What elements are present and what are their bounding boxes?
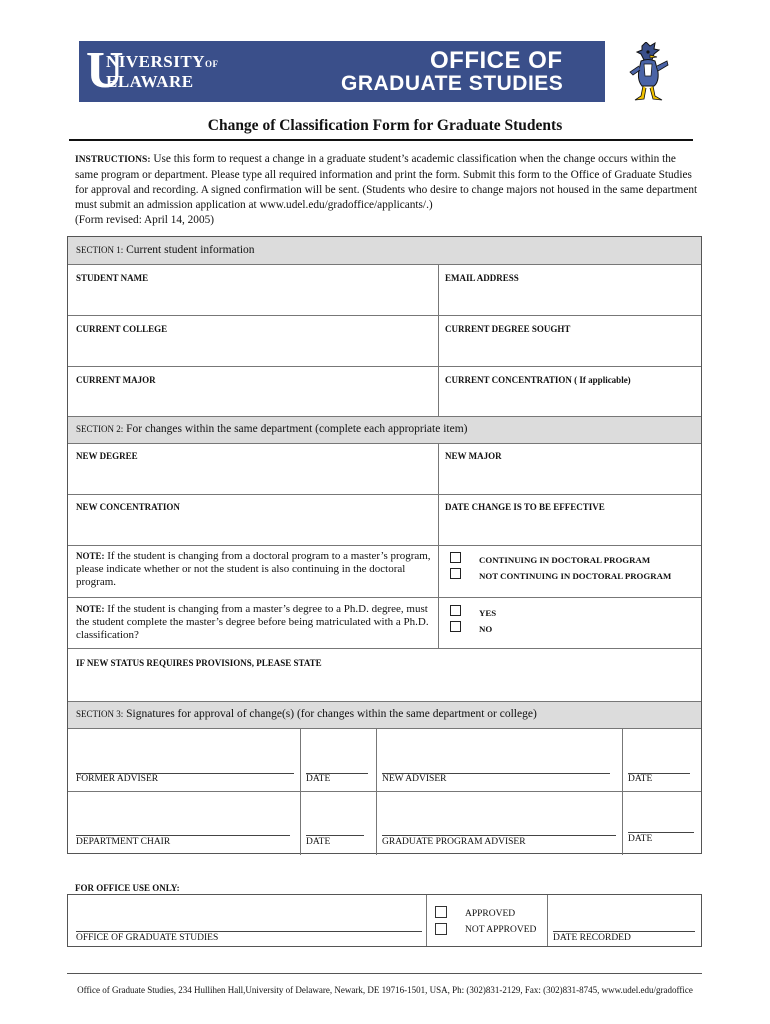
form-revised-date: (Form revised: April 14, 2005) (75, 214, 214, 226)
effective-date-label: DATE CHANGE IS TO BE EFFECTIVE (445, 502, 605, 512)
department-chair-date-label: DATE (306, 837, 331, 847)
continuing-doctoral-checkbox[interactable] (450, 552, 461, 563)
department-chair-label: DEPARTMENT CHAIR (76, 837, 171, 847)
student-name-label: STUDENT NAME (76, 273, 149, 283)
grad-program-adviser-signature-line[interactable] (382, 835, 616, 836)
section1-title: Current student information (123, 244, 255, 256)
department-chair-date-line[interactable] (306, 835, 364, 836)
row-divider (68, 648, 701, 649)
logo-of-text: OF (204, 59, 219, 69)
logo-delaware-text: ELAWARE (106, 72, 194, 91)
footer-divider (67, 973, 702, 974)
current-college-field[interactable] (70, 334, 435, 364)
column-divider (622, 729, 623, 855)
new-concentration-label: NEW CONCENTRATION (76, 502, 180, 512)
section3-header (68, 701, 701, 729)
date-recorded-label: DATE RECORDED (553, 933, 631, 943)
current-college-label: CURRENT COLLEGE (76, 324, 168, 334)
not-approved-checkbox[interactable] (435, 923, 447, 935)
department-chair-signature-line[interactable] (76, 835, 290, 836)
office-use-title: FOR OFFICE USE ONLY: (75, 883, 180, 893)
row-divider (68, 791, 701, 792)
new-major-field[interactable] (441, 461, 697, 491)
section3-prefix: SECTION 3: (76, 709, 124, 719)
current-concentration-field[interactable] (441, 385, 697, 415)
row-divider (68, 545, 701, 546)
note1-label: NOTE: (76, 551, 105, 561)
footer-contact-info: Office of Graduate Studies, 234 Hullihen Hall,University of Delaware, Newark, DE 19716-1501, USA, Ph: (302)831-2129, Fax: (302)831-8745, www.udel.edu/gradoffice (77, 985, 693, 995)
doctoral-note (76, 550, 436, 589)
date-recorded-line[interactable] (553, 931, 695, 932)
note2-text: If the student is changing from a master’s degree to a Ph.D. degree, must the student complete the master’s degree before being matriculated with a Ph.D. classification? (76, 603, 429, 641)
masters-note (76, 603, 436, 642)
new-adviser-label: NEW ADVISER (382, 774, 447, 784)
effective-date-field[interactable] (441, 512, 697, 542)
column-divider (438, 545, 439, 648)
row-divider (68, 597, 701, 598)
provisions-field[interactable] (70, 669, 699, 699)
column-divider (300, 729, 301, 855)
office-title-line1: OFFICE OF (430, 47, 563, 74)
row-divider (68, 494, 701, 495)
classification-form (67, 236, 702, 854)
email-address-label: EMAIL ADDRESS (445, 273, 519, 283)
new-adviser-date-label: DATE (628, 774, 653, 784)
current-major-field[interactable] (70, 385, 435, 415)
section3-title: Signatures for approval of change(s) (for changes within the same department or college) (123, 708, 537, 720)
provisions-label: IF NEW STATUS REQUIRES PROVISIONS, PLEASE STATE (76, 658, 322, 668)
former-adviser-label: FORMER ADVISER (76, 774, 159, 784)
section1-prefix: SECTION 1: (76, 245, 124, 255)
section1-header (68, 237, 701, 265)
current-concentration-label: CURRENT CONCENTRATION ( If applicable) (445, 375, 631, 385)
email-address-field[interactable] (441, 283, 697, 313)
former-adviser-date-label: DATE (306, 774, 331, 784)
no-label: NO (479, 624, 493, 634)
university-logo (86, 42, 219, 99)
continuing-doctoral-label: CONTINUING IN DOCTORAL PROGRAM (479, 555, 651, 565)
section2-prefix: SECTION 2: (76, 424, 124, 434)
current-degree-field[interactable] (441, 334, 697, 364)
office-signature-line[interactable] (76, 931, 422, 932)
not-continuing-doctoral-label: NOT CONTINUING IN DOCTORAL PROGRAM (479, 571, 672, 581)
note1-text: If the student is changing from a doctoral program to a master’s program, please indicate whether or not the student is also continuing in the doctoral program. (76, 550, 431, 588)
note2-label: NOTE: (76, 604, 105, 614)
column-divider (426, 895, 427, 946)
column-divider (438, 444, 439, 545)
student-name-field[interactable] (70, 283, 435, 313)
current-degree-label: CURRENT DEGREE SOUGHT (445, 324, 571, 334)
current-major-label: CURRENT MAJOR (76, 375, 156, 385)
new-major-label: NEW MAJOR (445, 451, 502, 461)
office-title-line2: GRADUATE STUDIES (341, 72, 564, 95)
blue-hen-mascot-icon (624, 42, 674, 104)
row-divider (68, 366, 701, 367)
office-use-box (67, 894, 702, 947)
new-degree-label: NEW DEGREE (76, 451, 138, 461)
yes-label: YES (479, 608, 497, 618)
grad-program-adviser-date-line[interactable] (628, 832, 694, 833)
section2-header (68, 416, 701, 444)
section2-title: For changes within the same department (complete each appropriate item) (123, 423, 468, 435)
instructions-label: INSTRUCTIONS: (75, 155, 151, 165)
no-checkbox[interactable] (450, 621, 461, 632)
column-divider (547, 895, 548, 946)
grad-program-adviser-label: GRADUATE PROGRAM ADVISER (382, 837, 526, 847)
column-divider (376, 729, 377, 855)
new-concentration-field[interactable] (70, 512, 435, 542)
office-of-graduate-studies-label: OFFICE OF GRADUATE STUDIES (76, 933, 219, 943)
approved-checkbox[interactable] (435, 906, 447, 918)
instructions-block (75, 152, 700, 228)
form-title: Change of Classification Form for Graduate Students (207, 117, 563, 134)
title-divider (69, 139, 693, 141)
row-divider (68, 315, 701, 316)
logo-university-text: NIVERSITY (106, 52, 205, 71)
grad-program-adviser-date-label: DATE (628, 834, 653, 844)
instructions-text: Use this form to request a change in a graduate student’s academic classification when the change occurs within the same program or department. Please type all required information and print the form. Submit this form to the Office of Graduate Studies for approval and recording. A signed confirmation will be sent. (Students who desire to change majors not housed in the same department must submit an admission application at www.udel.edu/gradoffice/applicants/.) (75, 153, 698, 211)
not-continuing-doctoral-checkbox[interactable] (450, 568, 461, 579)
column-divider (438, 265, 439, 416)
yes-checkbox[interactable] (450, 605, 461, 616)
approved-label: APPROVED (465, 909, 516, 919)
logo-ud-letter: U (86, 42, 124, 99)
not-approved-label: NOT APPROVED (465, 925, 537, 935)
new-degree-field[interactable] (70, 461, 435, 491)
